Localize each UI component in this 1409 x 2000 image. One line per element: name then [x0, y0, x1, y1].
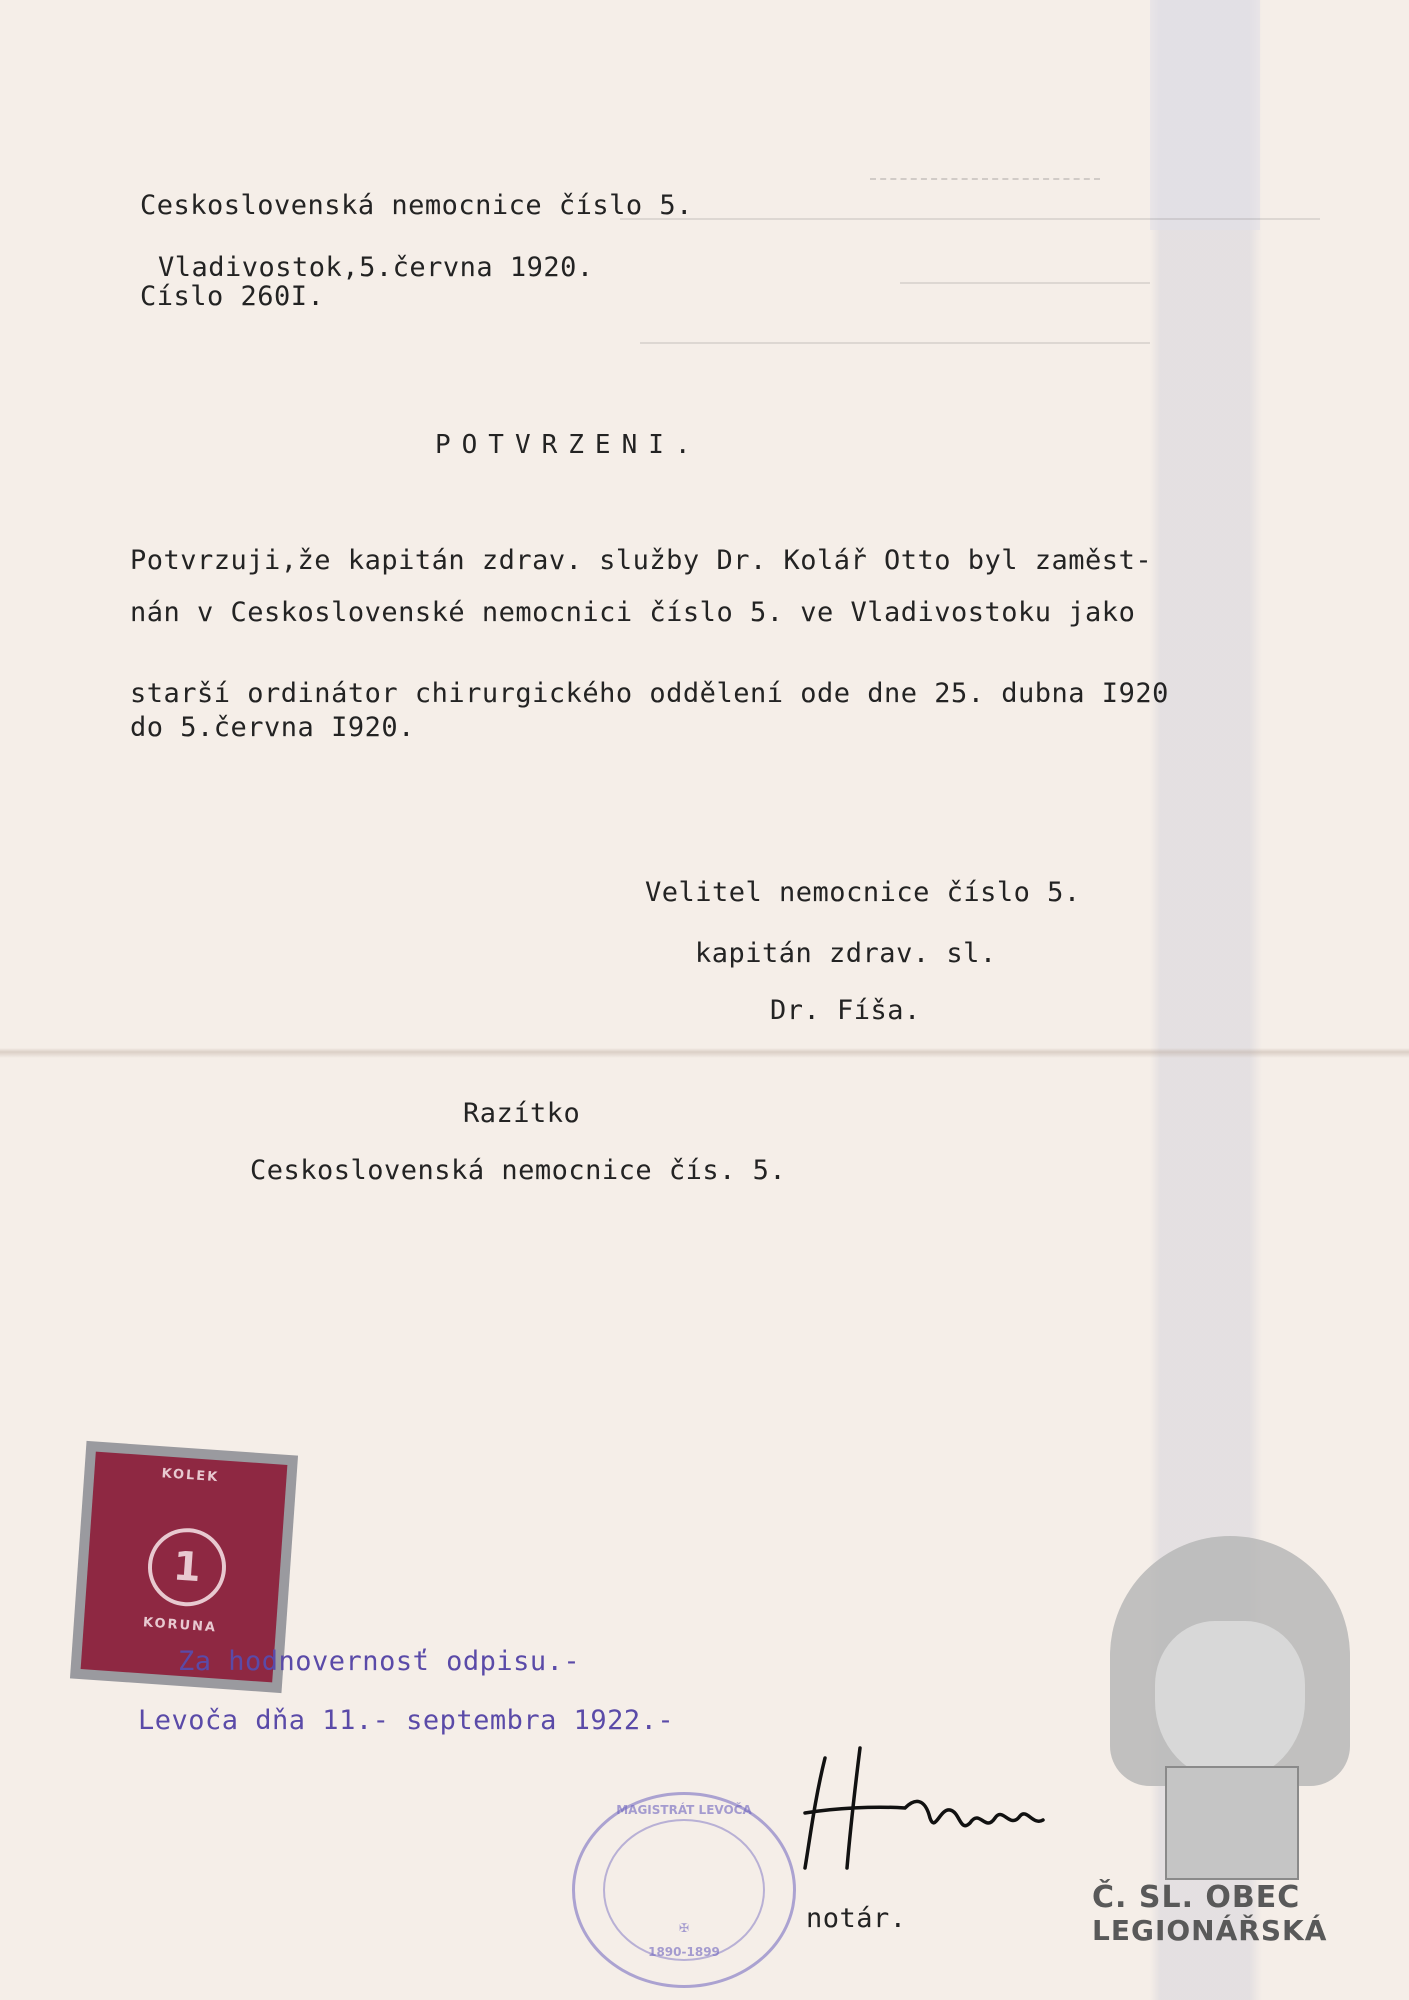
seal-year: 1890-1899 — [648, 1945, 720, 1959]
reverse-show-through-2 — [620, 218, 1320, 220]
seal-emblem: ✠ — [678, 1921, 690, 1935]
body-line-1: Potvrzuji,že kapitán zdrav. služby Dr. Kolář Otto byl zaměst- — [130, 545, 1153, 576]
notary-label: notár. — [806, 1903, 907, 1934]
stamp-value: 1 — [145, 1526, 228, 1609]
commander-rank: kapitán zdrav. sl. — [695, 938, 997, 969]
commander-name: Dr. Fíša. — [770, 995, 921, 1026]
commander-title: Velitel nemocnice číslo 5. — [645, 877, 1081, 908]
body-line-2: nán v Ceskoslovenské nemocnici číslo 5. ve Vladivostoku jako — [130, 597, 1136, 628]
reference-number: Císlo 260I. — [140, 281, 325, 312]
logo-text-2: LEGIONÁŘSKÁ — [1092, 1914, 1328, 1947]
legion-logo — [1080, 1536, 1380, 1947]
stamp-hospital: Ceskoslovenská nemocnice čís. 5. — [250, 1155, 787, 1186]
notary-signature — [765, 1738, 1065, 1888]
stamp-label: Razítko — [463, 1098, 581, 1129]
body-line-3: starší ordinátor chirurgického oddělení ode dne 25. dubna I920 — [130, 678, 1169, 709]
seal-inner-ring — [603, 1819, 765, 1961]
soldier-face-icon — [1155, 1621, 1305, 1781]
hospital-name: Ceskoslovenská nemocnice číslo 5. — [140, 190, 693, 221]
document-title: POTVRZENI. — [435, 430, 702, 460]
place-date: Vladivostok,5.června 1920. — [158, 252, 594, 283]
reverse-show-through-4 — [640, 342, 1150, 344]
seal-text: MAGISTRÁT LEVOČA — [616, 1803, 752, 1817]
reverse-show-through-3 — [900, 282, 1150, 284]
body-line-4: do 5.června I920. — [130, 712, 415, 743]
stamp-bottom-text: KORUNA — [142, 1615, 218, 1636]
certification-line-2: Levoča dňa 11.- septembra 1922.- — [138, 1705, 675, 1736]
certification-line-1: Za hodnovernosť odpisu.- — [178, 1646, 581, 1677]
coat-of-arms-icon — [1165, 1766, 1299, 1880]
paper-fold — [1150, 0, 1260, 230]
reverse-show-through — [870, 158, 1100, 180]
stamp-top-text: KOLEK — [161, 1466, 220, 1486]
logo-text-1: Č. SL. OBEC — [1092, 1880, 1301, 1915]
magistrate-seal — [572, 1792, 796, 1988]
